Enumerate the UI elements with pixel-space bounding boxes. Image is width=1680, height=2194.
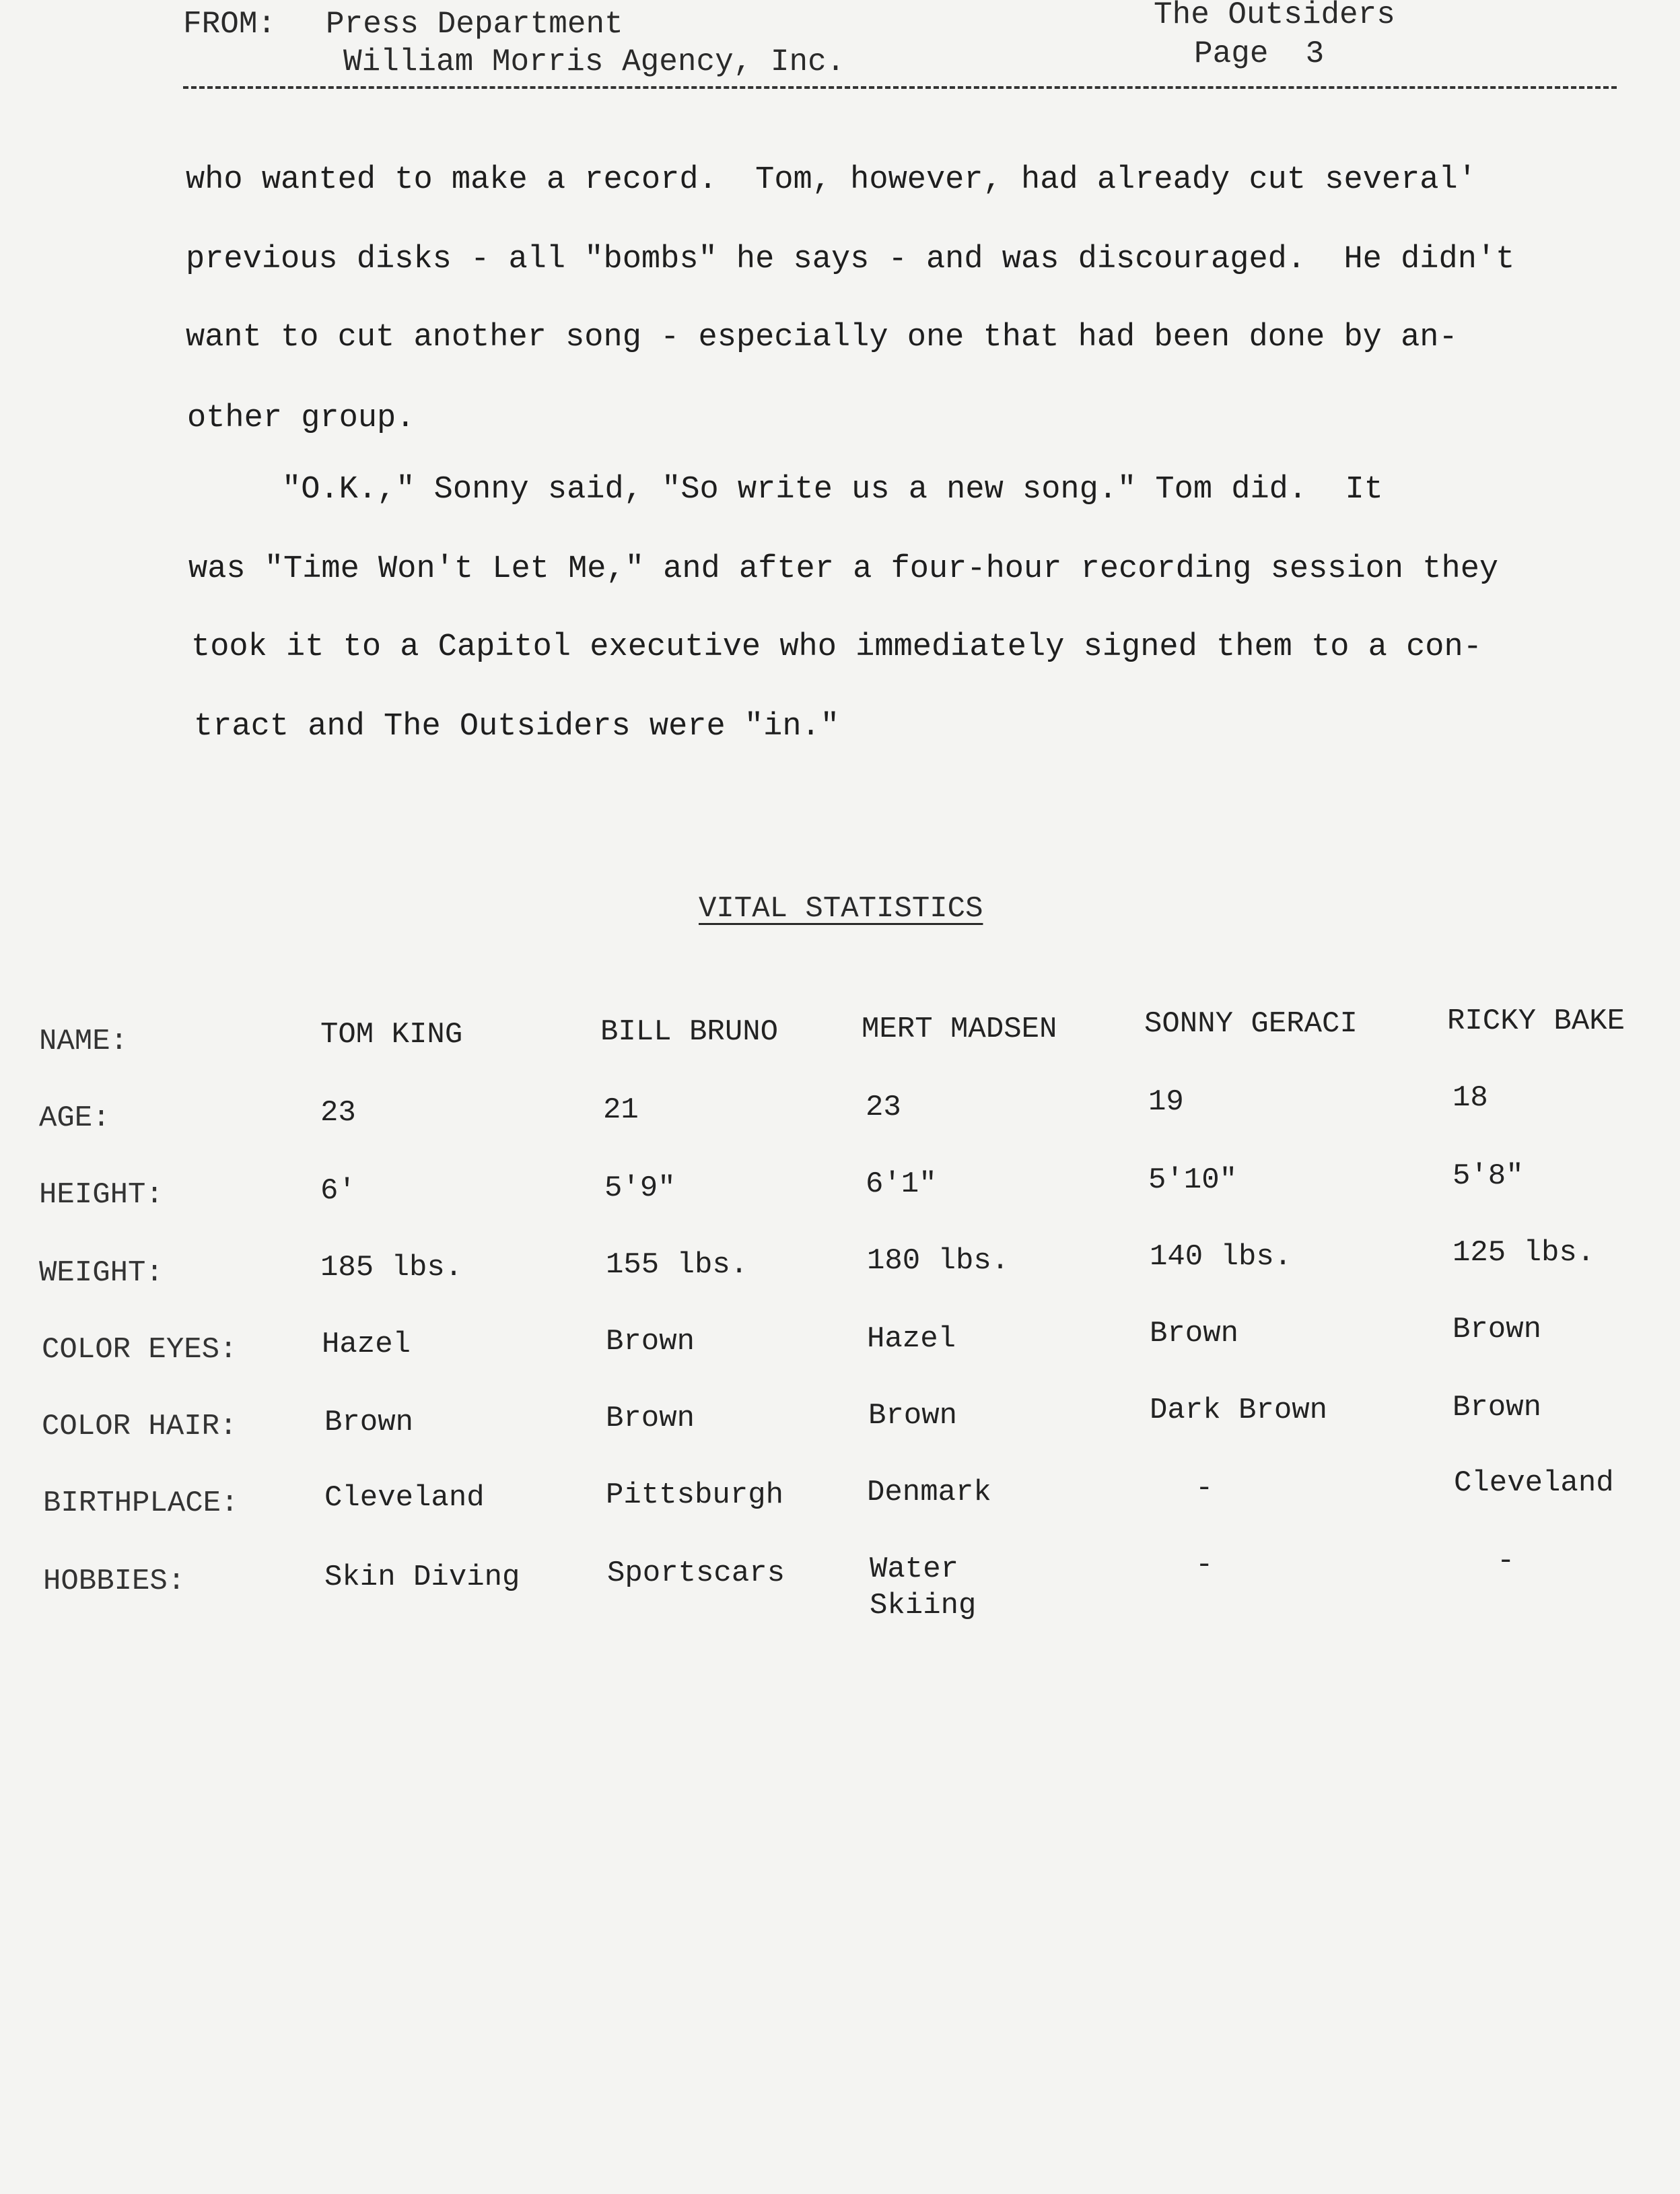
- member-eyes: Hazel: [867, 1322, 956, 1356]
- member-height: 5'9": [604, 1171, 676, 1205]
- member-name: BILL BRUNO: [600, 1015, 779, 1049]
- body-line-6: was "Time Won't Let Me," and after a four-hour recording session they: [188, 551, 1499, 587]
- member-weight: 185 lbs.: [320, 1251, 463, 1284]
- member-weight: 125 lbs.: [1452, 1236, 1595, 1270]
- member-hobbies: Skin Diving: [324, 1561, 520, 1594]
- member-height: 6': [320, 1174, 356, 1208]
- member-hair: Brown: [606, 1402, 695, 1435]
- label-name: NAME:: [39, 1025, 129, 1058]
- label-height: HEIGHT:: [39, 1178, 164, 1212]
- body-line-7: took it to a Capitol executive who immediately signed them to a con-: [191, 629, 1482, 665]
- label-hobbies: HOBBIES:: [43, 1565, 186, 1598]
- member-name: RICKY BAKE: [1447, 1004, 1625, 1038]
- member-height: 6'1": [866, 1167, 937, 1201]
- member-hobbies: Sportscars: [607, 1556, 785, 1590]
- member-birthplace: Pittsburgh: [606, 1478, 784, 1512]
- member-eyes: Brown: [606, 1325, 695, 1359]
- member-hair: Brown: [868, 1399, 958, 1433]
- member-eyes: Hazel: [322, 1328, 411, 1361]
- from-line-2: William Morris Agency, Inc.: [343, 44, 845, 79]
- label-age: AGE:: [39, 1101, 110, 1135]
- body-line-3: want to cut another song - especially one that had been done by an-: [186, 320, 1458, 355]
- member-hair: Brown: [1452, 1391, 1542, 1425]
- member-age: 23: [866, 1091, 901, 1124]
- label-birthplace: BIRTHPLACE:: [43, 1486, 239, 1520]
- document-title: The Outsiders: [1154, 0, 1395, 32]
- from-line-1: Press Department: [326, 7, 623, 42]
- member-name: MERT MADSEN: [862, 1013, 1057, 1046]
- member-birthplace: -: [1195, 1472, 1214, 1505]
- member-eyes: Brown: [1150, 1317, 1239, 1350]
- member-name: TOM KING: [320, 1018, 463, 1052]
- header-rule: [183, 86, 1617, 89]
- member-weight: 140 lbs.: [1150, 1240, 1292, 1274]
- from-label: FROM:: [183, 7, 277, 42]
- body-line-2: previous disks - all "bombs" he says - and was discouraged. He didn't: [186, 242, 1515, 277]
- member-hobbies: -: [1497, 1544, 1515, 1578]
- member-hair: Dark Brown: [1150, 1394, 1328, 1427]
- vital-statistics-title: VITAL STATISTICS: [699, 892, 983, 926]
- member-hobbies: Water Skiing: [870, 1552, 977, 1622]
- member-name: SONNY GERACI: [1144, 1007, 1358, 1041]
- member-birthplace: Denmark: [867, 1476, 991, 1509]
- member-weight: 155 lbs.: [606, 1248, 748, 1282]
- member-height: 5'8": [1452, 1159, 1524, 1193]
- body-line-4: other group.: [187, 401, 415, 436]
- member-height: 5'10": [1148, 1163, 1238, 1197]
- page-number: Page 3: [1194, 36, 1325, 71]
- body-line-5: "O.K.," Sonny said, "So write us a new song." Tom did. It: [187, 472, 1383, 508]
- member-hobbies: -: [1195, 1548, 1214, 1582]
- member-age: 19: [1148, 1085, 1184, 1119]
- member-birthplace: Cleveland: [1454, 1466, 1614, 1500]
- member-weight: 180 lbs.: [867, 1244, 1010, 1278]
- label-color-hair: COLOR HAIR:: [42, 1410, 238, 1443]
- member-age: 23: [320, 1096, 356, 1130]
- member-birthplace: Cleveland: [324, 1481, 485, 1515]
- member-age: 21: [603, 1093, 639, 1127]
- member-age: 18: [1452, 1081, 1488, 1115]
- body-line-8: tract and The Outsiders were "in.": [194, 709, 839, 745]
- member-eyes: Brown: [1452, 1313, 1542, 1346]
- label-color-eyes: COLOR EYES:: [42, 1333, 238, 1367]
- label-weight: WEIGHT:: [39, 1256, 164, 1290]
- body-line-1: who wanted to make a record. Tom, however, had already cut several': [186, 162, 1477, 198]
- member-hair: Brown: [324, 1406, 414, 1439]
